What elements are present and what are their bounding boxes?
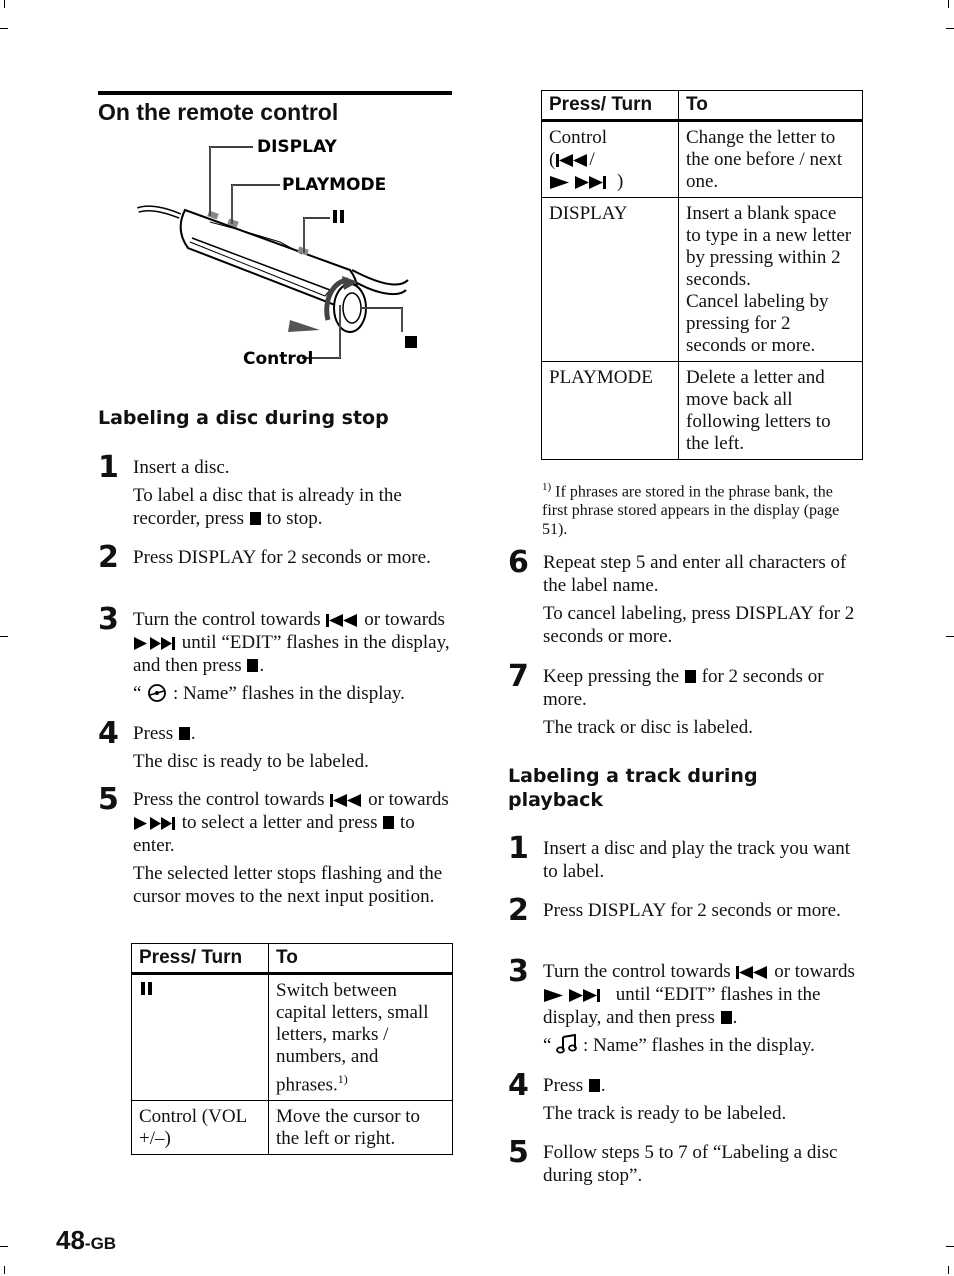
footnote [542,478,860,539]
stop-icon [405,336,417,348]
footnote-ref: 1) [337,1072,348,1086]
table-cell: PLAYMODE [542,362,679,460]
step-text: for 2 seconds or more. [543,666,824,710]
step-text: : Name” flashes in the display. [172,683,405,704]
table-cell: Delete a letter and move back all following letters to the left. [679,362,863,460]
step-text: . [259,655,265,676]
crop-mark [946,636,954,637]
table-cell: DISPLAY [542,198,679,362]
table-cell: ) [617,171,624,192]
step-note: To label a disc that is already in the recorder, press [133,485,402,529]
step-text: or towards [368,789,449,810]
crop-mark [946,1246,954,1247]
quote-mark: “ [543,1035,552,1056]
heading-disc-stop: Labeling a disc during stop [98,407,389,429]
step-note: The selected letter stops flashing and the cursor moves to the next input position. [133,863,443,907]
quote-mark: “ [133,683,142,704]
label-playmode: PLAYMODE [282,175,387,195]
step-text: Insert a disc. [133,457,230,478]
table-cell: Insert a blank space to type in a new letter by pressing within 2 seconds. [686,203,852,290]
crop-mark [4,0,5,8]
step-note: To cancel labeling, press DISPLAY for 2 seconds or more. [543,603,855,647]
step-number: 4 [98,716,119,751]
step-number: 7 [508,659,529,694]
previous-track-icon [555,153,589,168]
step-text: until “EDIT” flashes in the display, and then press [543,984,821,1028]
section-title: On the remote control [98,99,339,125]
step-text: Press DISPLAY for 2 seconds or more. [543,900,841,921]
step-text: or towards [774,961,855,982]
step-text: Keep pressing the [543,666,680,687]
step-number: 2 [98,540,119,575]
step-text: to select a letter and press [181,812,378,833]
crop-mark [4,1266,5,1274]
crop-mark [948,0,949,8]
table-header: Press/ Turn [542,91,679,121]
table-header: To [679,91,863,121]
step-text: . [600,1075,606,1096]
crop-mark [0,636,8,637]
disc-icon [146,684,168,702]
label-control: Control [243,349,314,369]
key-table-left [131,943,453,1155]
stop-icon [685,670,696,683]
table-cell: ( [549,149,556,170]
step-number: 4 [508,1068,529,1103]
table-cell: / [589,149,595,170]
previous-track-icon [735,965,769,980]
music-note-icon [556,1034,578,1054]
table-cell: Change the letter to the one before / next one. [679,121,863,198]
step-text: or towards [364,609,445,630]
step-text: Turn the control towards [543,961,731,982]
table-row [542,121,863,198]
step-note: The track is ready to be labeled. [543,1103,787,1124]
page-number [56,1225,116,1256]
step-text: to enter. [133,812,415,856]
table-row [542,198,863,362]
step-number: 3 [98,602,119,637]
step-number: 3 [508,954,529,989]
crop-mark [948,1266,949,1274]
step-number: 1 [98,450,119,485]
step-note: The disc is ready to be labeled. [133,751,369,772]
stop-icon [247,659,258,672]
play-next-track-icon [549,175,617,190]
step-text: Follow steps 5 to 7 of “Labeling a disc during stop”. [543,1142,838,1186]
section-rule [98,91,452,95]
heading-track-playback: Labeling a track during playback [508,765,758,811]
label-display: DISPLAY [257,137,337,157]
table-cell: Control [549,127,608,148]
step-note: The track or disc is labeled. [543,717,753,738]
footnote-text: If phrases are stored in the phrase bank, the first phrase stored appears in the display (page 51). [542,483,840,539]
step-text: Turn the control towards [133,609,321,630]
step-note-end: to stop. [266,508,323,529]
play-next-track-icon [133,816,177,831]
step-number: 6 [508,545,529,580]
step-text: Repeat step 5 and enter all characters of the label name. [543,552,847,596]
step-text: . [190,723,196,744]
table-cell: Switch between capital letters, small letters, marks / numbers, and phrases. [276,980,429,1096]
play-next-track-icon [133,636,177,651]
pause-icon [333,210,337,223]
stop-icon [589,1079,600,1092]
stop-icon [383,816,394,829]
table-cell: Control (VOL +/–) [132,1101,269,1155]
step-number: 2 [508,893,529,928]
pause-icon [139,981,155,996]
step-number: 5 [508,1135,529,1170]
step-number: 5 [98,782,119,817]
table-cell: Cancel labeling by pressing for 2 seconds or more. [686,291,829,356]
crop-mark [946,28,954,29]
footnote-mark: 1) [542,481,552,493]
step-text: : Name” flashes in the display. [582,1035,815,1056]
stop-icon [179,727,190,740]
page-number-value: 48 [56,1225,85,1255]
table-header: Press/ Turn [132,944,269,974]
step-text: Insert a disc and play the track you want to label. [543,838,851,882]
stop-icon [250,512,261,525]
table-row [132,974,453,1101]
previous-track-icon [325,613,359,628]
page-number-suffix: -GB [84,1234,117,1253]
step-text: . [732,1007,738,1028]
crop-mark [0,1246,8,1247]
table-row [542,362,863,460]
remote-control-illustration [130,130,430,375]
crop-mark [0,28,8,29]
step-text: Press the control towards [133,789,325,810]
stop-icon [721,1011,732,1024]
previous-track-icon [329,793,363,808]
key-table-right [541,90,863,460]
table-cell: Move the cursor to the left or right. [269,1101,453,1155]
step-text: Press [133,723,174,744]
step-text: Press DISPLAY for 2 seconds or more. [133,547,431,568]
table-row [132,1101,453,1155]
play-next-track-icon [543,988,611,1003]
table-header: To [269,944,453,974]
step-number: 1 [508,831,529,866]
step-text: Press [543,1075,584,1096]
step-text: until “EDIT” flashes in the display, and then press [133,632,450,676]
